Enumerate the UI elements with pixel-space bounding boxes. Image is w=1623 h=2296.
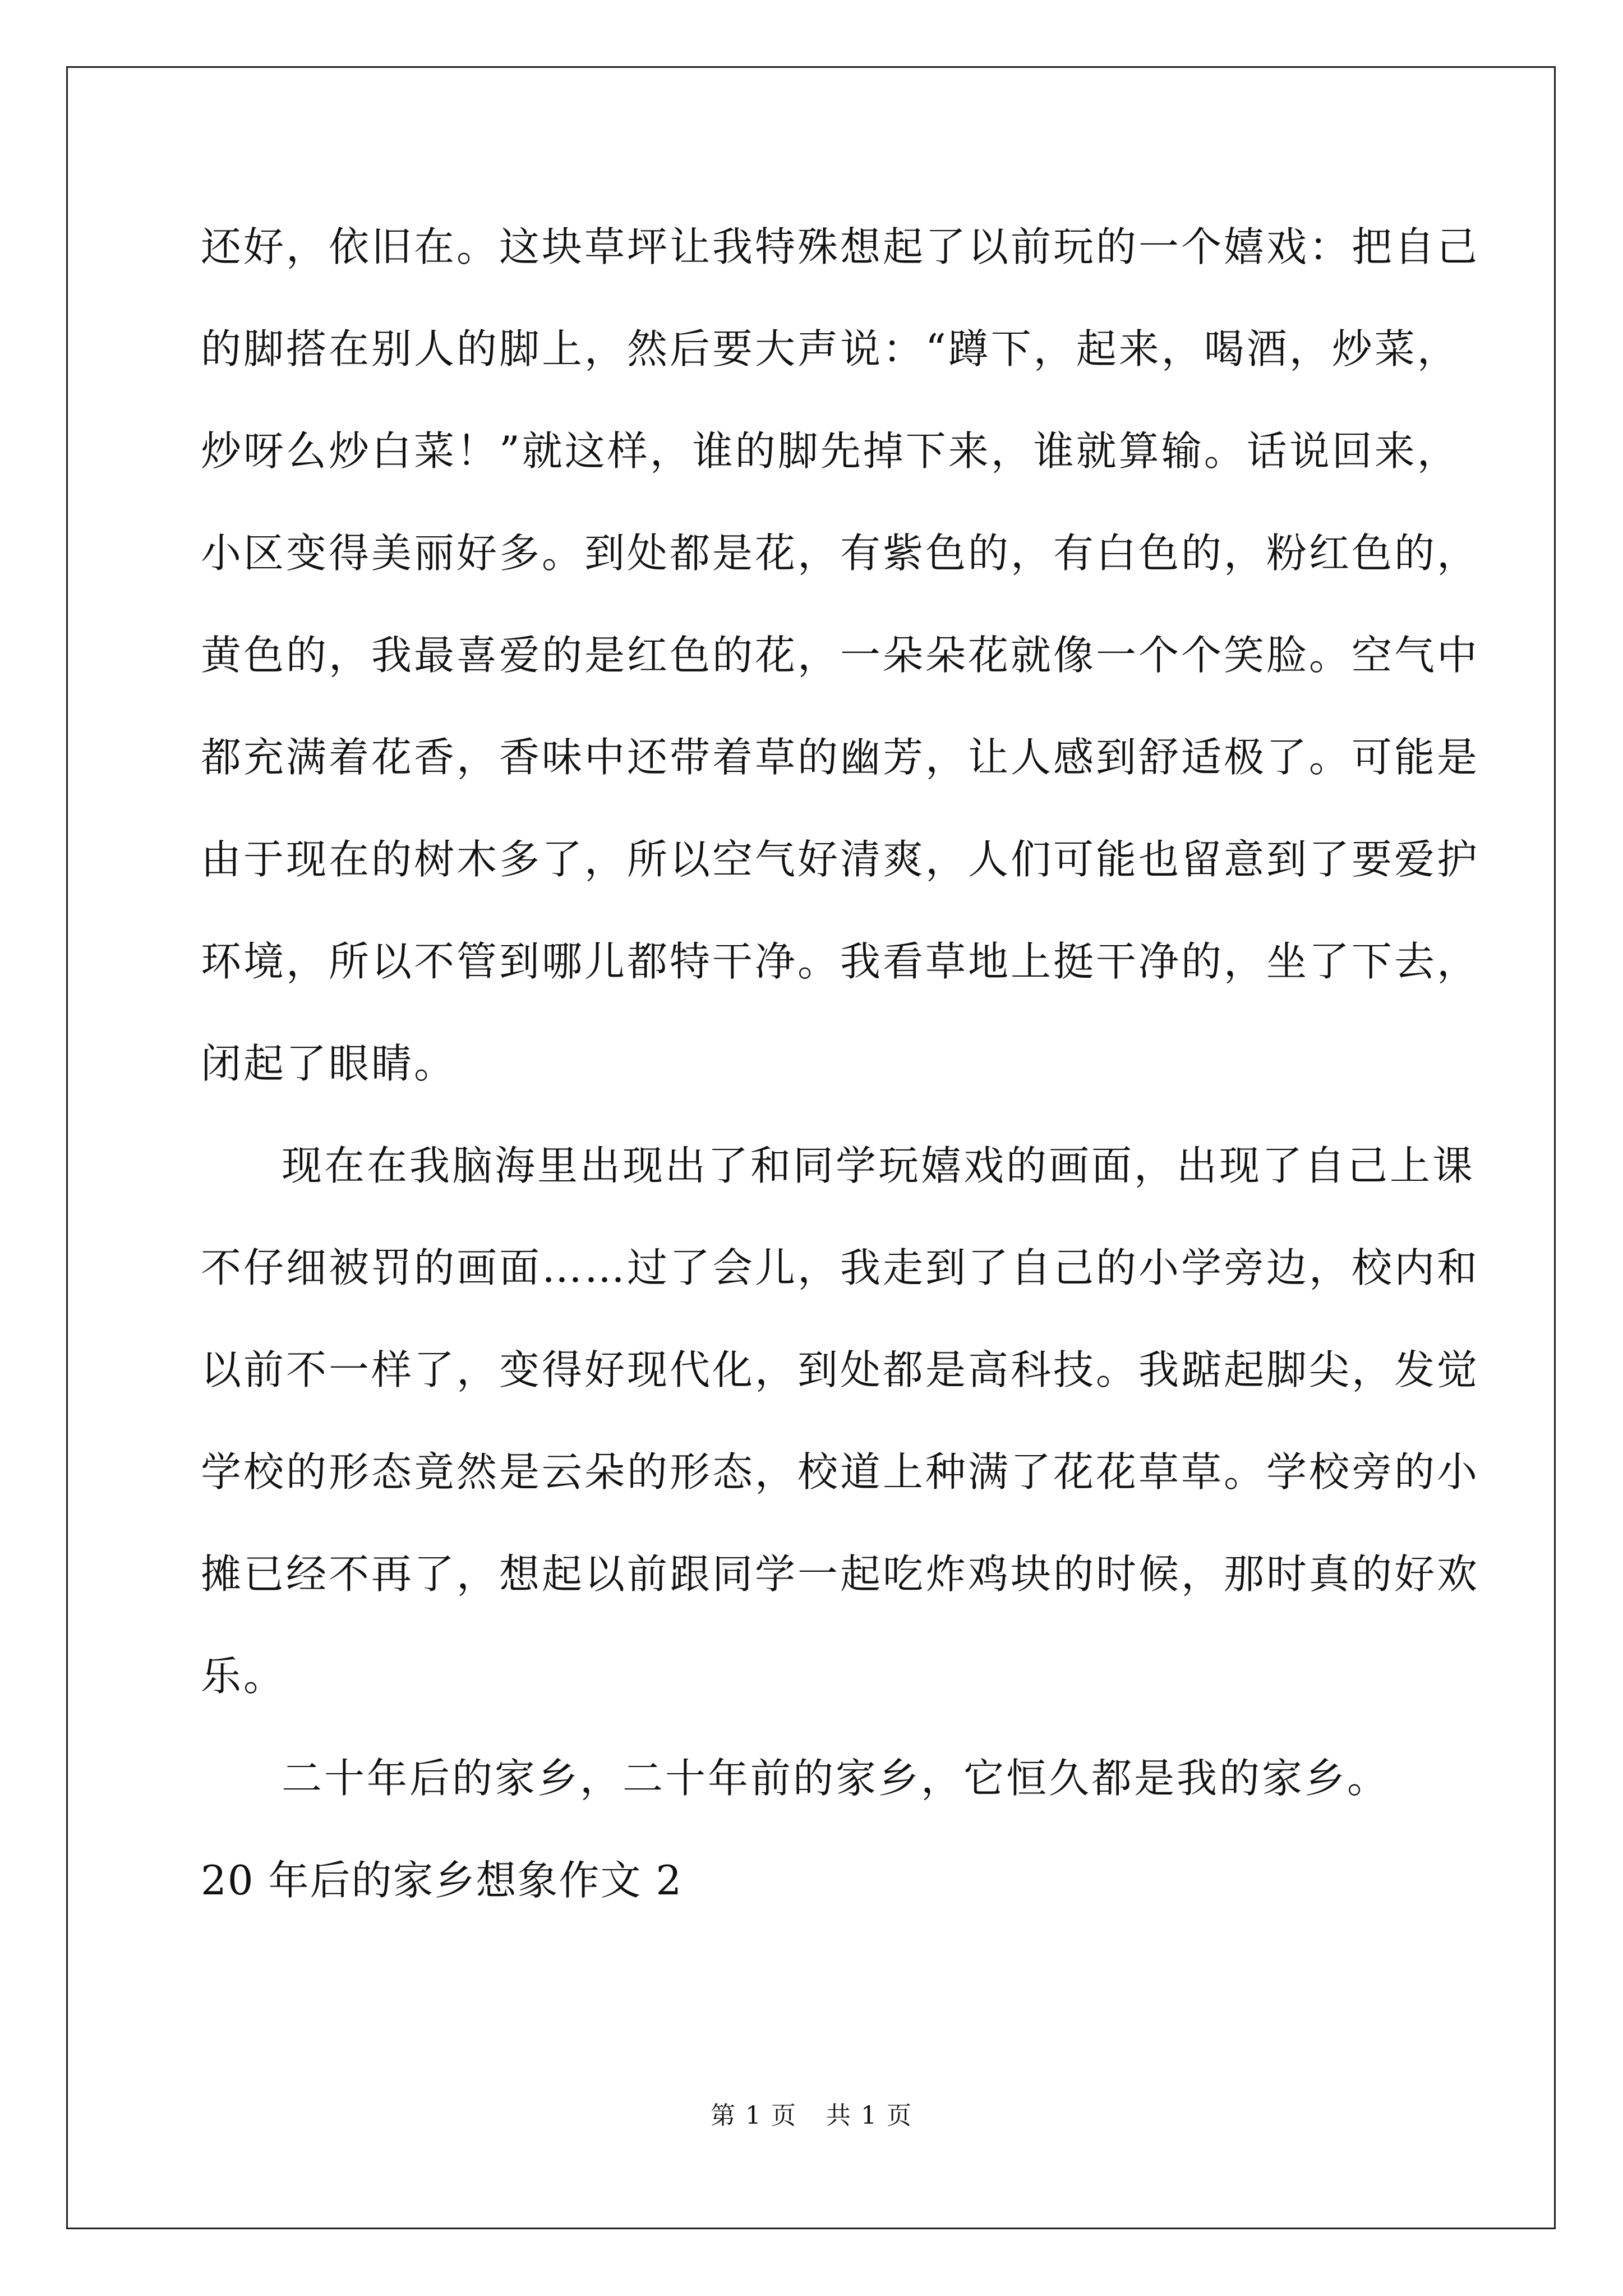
text-line: 由于现在的树木多了，所以空气好清爽，人们可能也留意到了要爱护 xyxy=(201,836,1480,883)
text-line: 不仔细被罚的画面……过了会儿，我走到了自己的小学旁边，校内和 xyxy=(201,1244,1480,1291)
page-number-current: 第 1 页 xyxy=(711,2101,797,2130)
text-line: 小区变得美丽好多。到处都是花，有紫色的，有白色的，粉红色的， xyxy=(201,530,1480,577)
page-number-total: 共 1 页 xyxy=(826,2101,912,2130)
paragraph-3 xyxy=(201,1750,1435,1852)
text-line: 还好，依旧在。这块草坪让我特殊想起了以前玩的一个嬉戏：把自己 xyxy=(201,223,1480,270)
text-line: 二十年后的家乡，二十年前的家乡，它恒久都是我的家乡。 xyxy=(282,1755,1390,1802)
paragraph-1 xyxy=(201,219,1480,1138)
text-line: 黄色的，我最喜爱的是红色的花，一朵朵花就像一个个笑脸。空气中 xyxy=(201,632,1480,679)
page-footer xyxy=(0,2099,1623,2133)
text-line: 闭起了眼睛。 xyxy=(201,1040,457,1087)
text-line: 环境，所以不管到哪儿都特干净。我看草地上挺干净的，坐了下去， xyxy=(201,938,1480,985)
section-heading: 20 年后的家乡想象作文 2 xyxy=(201,1857,683,1904)
text-line: 学校的形态竟然是云朵的形态，校道上种满了花花草草。学校旁的小 xyxy=(201,1448,1480,1496)
text-line: 都充满着花香，香味中还带着草的幽芳，让人感到舒适极了。可能是 xyxy=(201,734,1480,781)
text-line: 以前不一样了，变得好现代化，到处都是高科技。我踮起脚尖，发觉 xyxy=(201,1346,1480,1393)
text-line: 炒呀么炒白菜！”就这样，谁的脚先掉下来，谁就算输。话说回来， xyxy=(201,427,1460,475)
text-line: 现在在我脑海里出现出了和同学玩嬉戏的画面，出现了自己上课 xyxy=(282,1142,1476,1189)
document-body xyxy=(201,219,1480,1954)
paragraph-2 xyxy=(201,1138,1480,1750)
text-line: 摊已经不再了，想起以前跟同学一起吃炸鸡块的时候，那时真的好欢 xyxy=(201,1550,1480,1598)
text-line: 乐。 xyxy=(201,1653,287,1700)
text-line: 的脚搭在别人的脚上，然后要大声说：“蹲下，起来，喝酒，炒菜， xyxy=(201,325,1460,372)
